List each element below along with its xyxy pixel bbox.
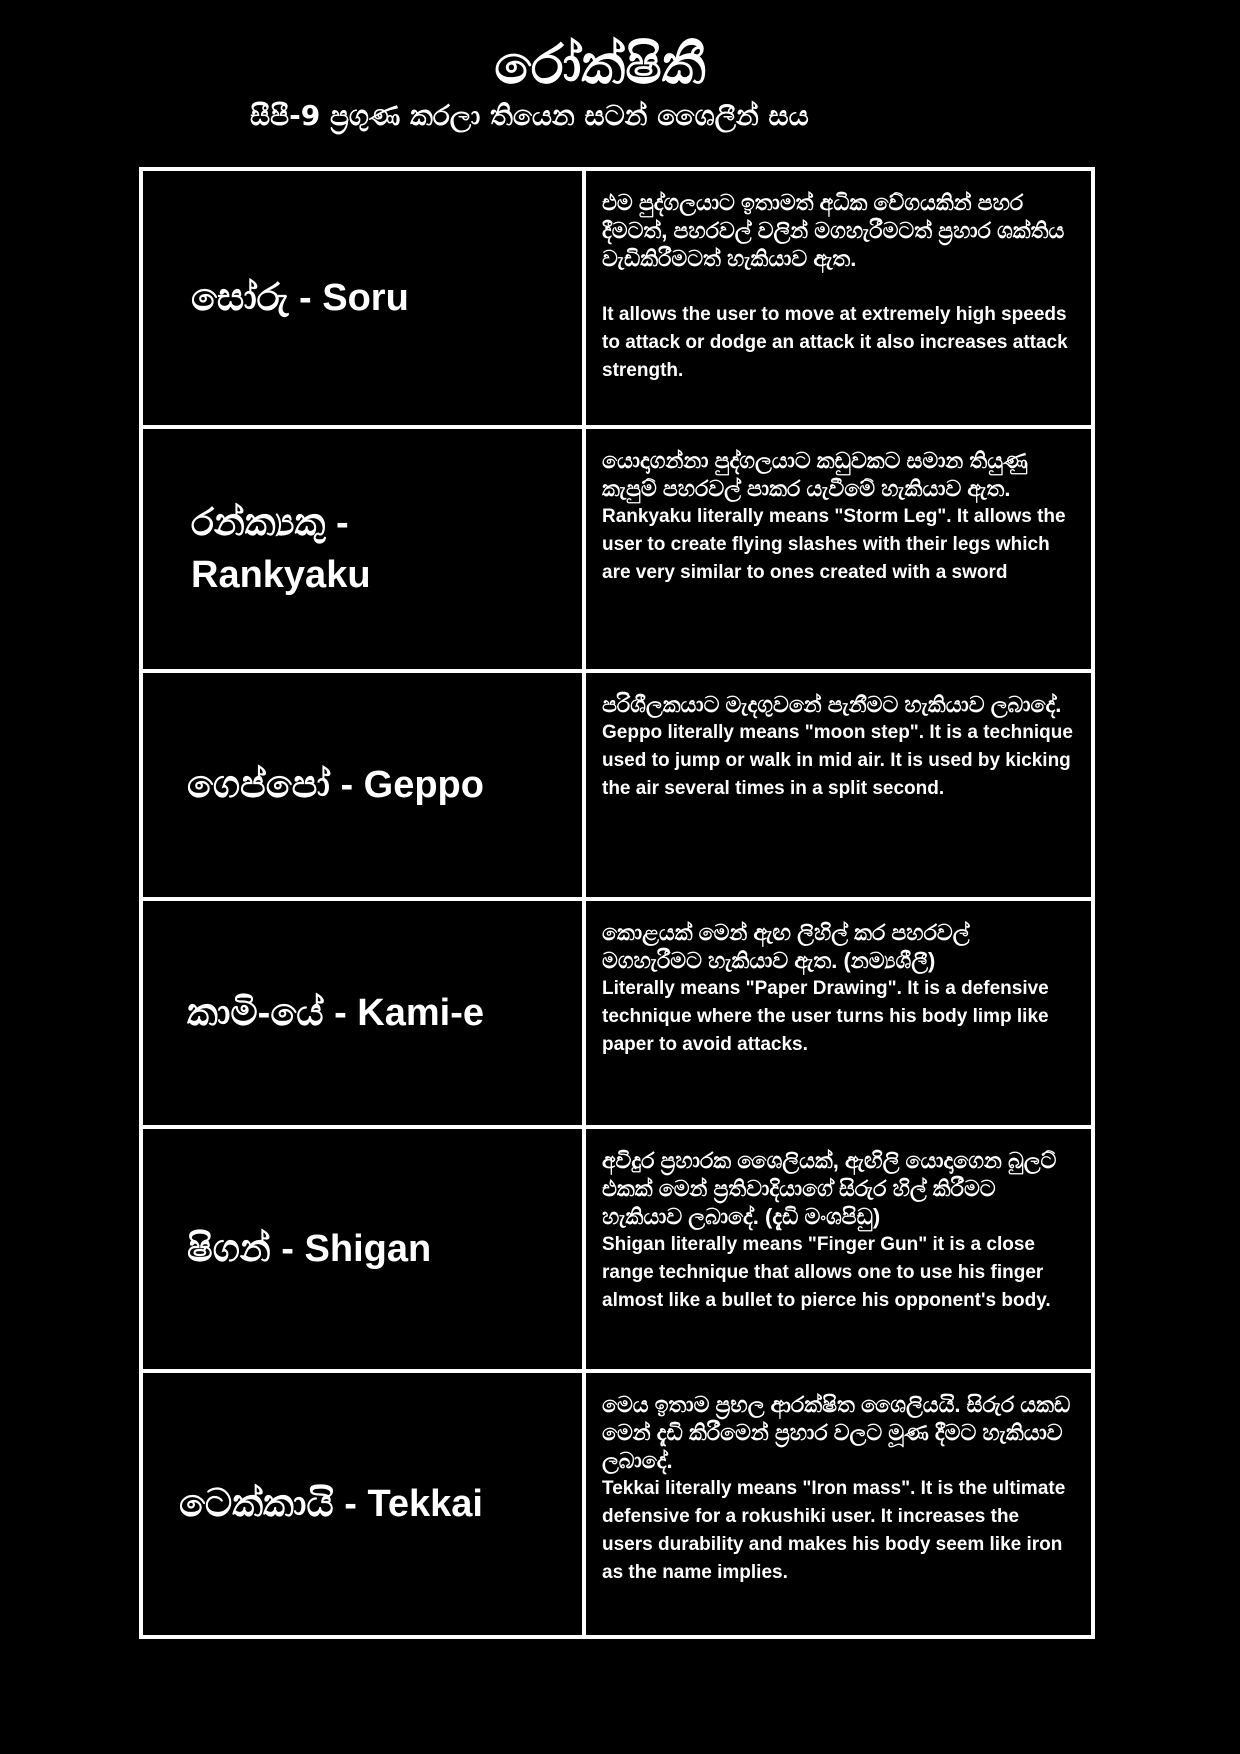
technique-name: ටෙක්කායි - Tekkai [179,1483,483,1525]
technique-description-cell [586,171,1091,425]
technique-name: ෂිගන් - Shigan [187,1228,432,1270]
technique-description-cell [586,1373,1091,1635]
technique-name: රන්ක්‍යකු - Rankyaku [191,502,371,596]
table-row [143,425,1091,669]
technique-description-cell [586,429,1091,669]
technique-description-cell [586,901,1091,1125]
description-english: Tekkai literally means "Iron mass". It is the ultimate defensive for a rokushiki user. It increases the users durability and makes his body seem like iron as the name implies. [602,1478,1066,1583]
table-row [143,1125,1091,1369]
description-sinhala: කොළයක් මෙන් ඇඟ ලිහිල් කර පහරවල් මගහැරීමට හැකියාව ඇත. (නම්‍යශීලී) [602,920,970,973]
description-sinhala: එම පුද්ගලයාට ඉතාමත් අධික වේගයකින් පහර දීමටත්, පහරවල් වලින් මගහැරීමටත් ප්‍රහාර ශක්තිය වැඩිකිරීමටත් හැකියාව ඇත. [602,190,1065,271]
technique-name: සෝරු - Soru [191,277,409,319]
technique-name: ගෙප්පෝ - Geppo [187,764,484,806]
techniques-table [139,167,1095,1639]
table-row [143,669,1091,897]
description-sinhala: යොදාගන්නා පුද්ගලයාට කඩුවකට සමාන තියුණු කැපුම් පහරවල් පාකර යැවීමේ හැකියාව ඇත. [602,448,1028,501]
description-sinhala: අවිදුර ප්‍රහාරක ශෛලියක්, ඇඟිලි යොදාගෙන බුලට් එකක් මෙන් ප්‍රතිවාදියාගේ සිරුර හිල් කිරීමට හැකියාව ලබාදේ. (දැඩි මංශපිඩු) [602,1148,1057,1229]
description-sinhala: පරිශීලකයාට මැදගුවනේ පැනීමට හැකියාව ලබාදේ. [602,692,1062,717]
page-title: රෝක්ෂිකී [494,33,706,96]
description-sinhala: මෙය ඉතාම ප්‍රභල ආරක්ෂිත ශෛලියයි. සිරුර යකඩ මෙන් දැඩි කිරීමෙන් ප්‍රහාර වලට මූණ දීමට හැකියාව ලබාදේ. [602,1392,1071,1473]
table-row [143,1369,1091,1635]
technique-name-cell [143,171,586,425]
description-english: Rankyaku literally means "Storm Leg". It allows the user to create flying slashes with their legs which are very similar to ones created with a sword [602,506,1066,583]
technique-name: කාමි-යේ - Kami-e [187,992,485,1034]
technique-name-cell [143,673,586,897]
technique-name-cell [143,901,586,1125]
technique-description-cell [586,673,1091,897]
description-english: Geppo literally means "moon step". It is a technique used to jump or walk in mid air. It is used by kicking the air several times in a split second. [602,722,1073,799]
technique-name-cell [143,1129,586,1369]
description-english: Literally means "Paper Drawing". It is a defensive technique where the user turns his body limp like paper to avoid attacks. [602,978,1049,1055]
page-subtitle: සීපී-9 ප්‍රගුණ කරලා තියෙන සටන් ශෛලීන් සය [250,99,809,132]
table-row [143,171,1091,425]
table-row [143,897,1091,1125]
technique-name-cell [143,1373,586,1635]
technique-name-cell [143,429,586,669]
description-english: It allows the user to move at extremely high speeds to attack or dodge an attack it also increases attack strength. [602,304,1068,381]
description-english: Shigan literally means "Finger Gun" it is a close range technique that allows one to use his finger almost like a bullet to pierce his opponent's body. [602,1234,1051,1311]
technique-description-cell [586,1129,1091,1369]
